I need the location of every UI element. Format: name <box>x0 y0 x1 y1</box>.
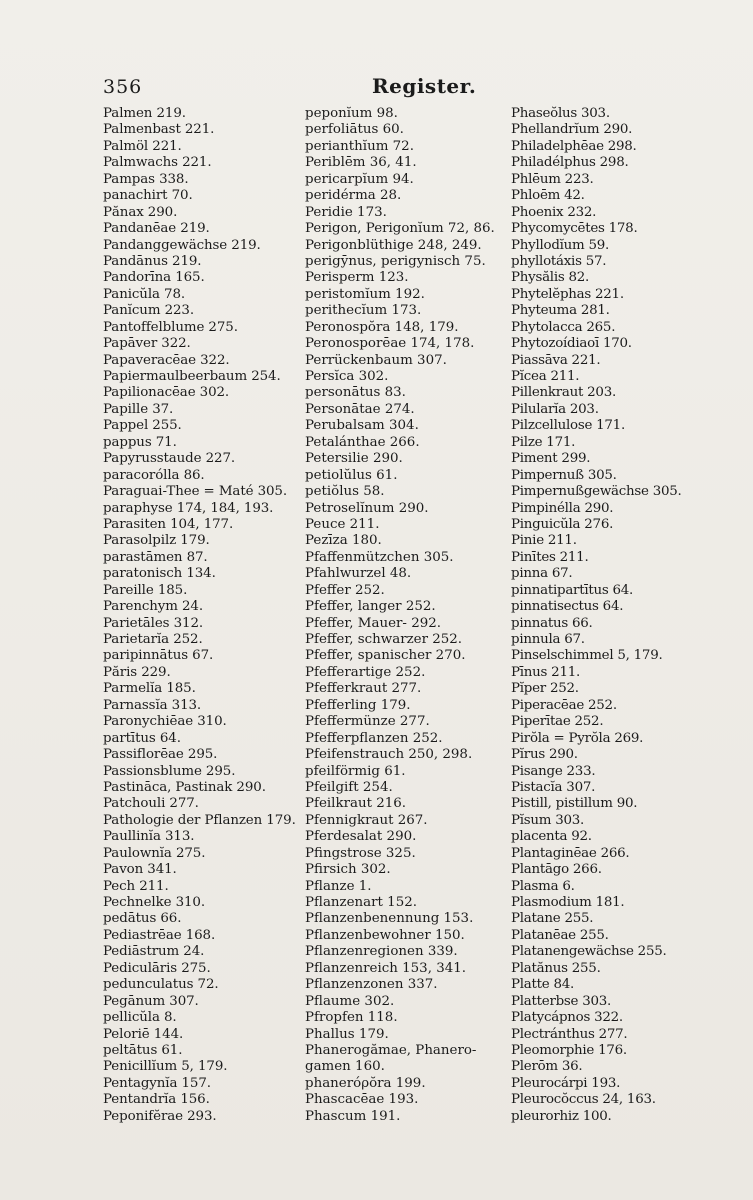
index-entry: Perubalsam 304. <box>305 418 419 434</box>
index-entry: Parenchym 24. <box>103 599 203 615</box>
index-entry: Piassāva 221. <box>511 352 601 368</box>
index-entry: Pinselschimmel 5, 179. <box>511 648 663 664</box>
index-entry: paripinnātus 67. <box>103 648 214 664</box>
index-entry: Paullinĭa 313. <box>103 829 195 845</box>
index-entry: Papilionacēae 302. <box>103 385 230 401</box>
index-entry: Patchouli 277. <box>103 796 199 812</box>
index-entry: Pīnus 211. <box>511 664 580 680</box>
index-entry: Pflanzenreich 153, 341. <box>305 960 467 976</box>
index-entry: Penicillĭum 5, 179. <box>103 1059 228 1075</box>
index-entry: Platterbse 303. <box>511 993 612 1009</box>
index-entry: Plasmodium 181. <box>511 895 625 910</box>
index-entry: Peridie 173. <box>305 204 387 220</box>
index-entry: perianthĭum 72. <box>305 138 414 154</box>
index-entry: Paraguai-Thee = Maté 305. <box>103 484 287 500</box>
index-entry: Phallus 179. <box>305 1026 389 1042</box>
index-entry: Perisperm 123. <box>305 270 409 286</box>
index-entry: Pfefferartige 252. <box>305 664 426 680</box>
page-number: 356 <box>103 76 143 98</box>
index-entry: Phyteuma 281. <box>511 303 610 319</box>
index-entry: Pisange 233. <box>511 763 596 779</box>
index-entry: Phyllodĭum 59. <box>511 237 610 253</box>
index-entry: paratonisch 134. <box>103 566 216 582</box>
index-entry: Phlēum 223. <box>511 171 594 187</box>
index-entry: pinnatisectus 64. <box>511 599 624 615</box>
index-entry: Parietāles 312. <box>103 615 204 631</box>
index-entry: Pediāstrum 24. <box>103 944 205 960</box>
index-entry: Pflanzenbewohner 150. <box>305 927 465 943</box>
index-entry: Pfeffer, spanischer 270. <box>305 648 466 664</box>
index-entry: Pilze 171. <box>511 434 576 450</box>
index-entry: Phytolacca 265. <box>511 319 616 335</box>
index-column-1 <box>103 106 303 1125</box>
index-entry: pedātus 66. <box>103 911 182 927</box>
index-entry: panachirt 70. <box>103 188 193 204</box>
index-entry: Peloriē 144. <box>103 1026 184 1042</box>
index-entry: Philadelphēae 298. <box>511 138 637 154</box>
index-entry: Papaveracēae 322. <box>103 352 230 368</box>
index-entry: Palmenbast 221. <box>103 122 215 138</box>
index-entry: Parmelĭa 185. <box>103 681 196 697</box>
index-entry: Pfeilkraut 216. <box>305 796 407 812</box>
index-entry: Pflanzenart 152. <box>305 895 417 910</box>
index-entry: Pediastrēae 168. <box>103 927 216 943</box>
index-entry: Pĭper 252. <box>511 681 579 697</box>
index-entry: Pfropfen 118. <box>305 1010 398 1026</box>
index-entry: Pfirsich 302. <box>305 862 391 878</box>
index-entry: Păris 229. <box>103 664 171 680</box>
index-entry: Pechnelke 310. <box>103 895 205 910</box>
index-entry: Pimpernuß 305. <box>511 467 617 483</box>
index-entry: peponĭum 98. <box>305 106 398 121</box>
index-entry: Philadélphus 298. <box>511 155 629 171</box>
index-entry: pleurorhiz 100. <box>511 1108 612 1124</box>
index-entry: perfoliātus 60. <box>305 122 404 138</box>
page-title: Register. <box>372 74 477 98</box>
index-entry: pinna 67. <box>511 566 573 582</box>
index-entry: Pflanzenregionen 339. <box>305 944 458 960</box>
index-entry: Phaseŏlus 303. <box>511 106 610 121</box>
index-entry: Pimpinélla 290. <box>511 500 614 516</box>
index-entry: Pegānum 307. <box>103 993 199 1009</box>
index-entry: Pinie 211. <box>511 533 577 549</box>
index-entry: Pillenkraut 203. <box>511 385 616 401</box>
index-entry: Parasiten 104, 177. <box>103 516 234 532</box>
index-entry: Papāver 322. <box>103 336 191 352</box>
index-entry: Phanerogămae, Phanero- <box>305 1042 477 1058</box>
index-entry: Pfeffer 252. <box>305 582 385 598</box>
index-entry: Panĭcum 223. <box>103 303 194 319</box>
index-entry: paraphyse 174, 184, 193. <box>103 500 274 516</box>
index-entry: Pflaume 302. <box>305 993 395 1009</box>
index-entry: Pathologie der Pflanzen 179. <box>103 812 296 828</box>
index-entry: Pandānus 219. <box>103 253 202 269</box>
index-entry: petiŏlus 58. <box>305 484 385 500</box>
index-entry: Pflanzenzonen 337. <box>305 977 438 993</box>
index-entry: Palmen 219. <box>103 106 186 121</box>
index-entry: Perigon, Perigonĭum 72, 86. <box>305 221 495 237</box>
index-entry: Periblēm 36, 41. <box>305 155 417 171</box>
index-entry: Platanengewächse 255. <box>511 944 667 960</box>
index-entry: Petroselĭnum 290. <box>305 500 429 516</box>
index-entry: paracorólla 86. <box>103 467 205 483</box>
index-entry: Pĭrus 290. <box>511 747 578 763</box>
index-entry: Pech 211. <box>103 878 169 894</box>
index-entry: Plantaginēae 266. <box>511 845 630 861</box>
index-entry: peltātus 61. <box>103 1042 183 1058</box>
index-entry: Pistill, pistillum 90. <box>511 796 638 812</box>
index-entry: Peronosporēae 174, 178. <box>305 336 475 352</box>
index-entry: Pfingstrose 325. <box>305 845 416 861</box>
index-entry: Pareille 185. <box>103 582 188 598</box>
index-entry: Pleurocárpi 193. <box>511 1075 621 1091</box>
index-entry: Phellandrĭum 290. <box>511 122 633 138</box>
index-entry: Pediculāris 275. <box>103 960 211 976</box>
index-entry: Perigonblüthige 248, 249. <box>305 237 482 253</box>
index-entry: Paulownĭa 275. <box>103 845 206 861</box>
index-entry: Passiflorēae 295. <box>103 747 218 763</box>
index-entry: pfeilförmig 61. <box>305 763 406 779</box>
index-entry: Pastināca, Pastinak 290. <box>103 779 266 795</box>
index-entry: pinnatipartītus 64. <box>511 582 634 598</box>
index-entry: Peuce 211. <box>305 516 380 532</box>
index-entry: Pflanze 1. <box>305 878 372 894</box>
index-entry: Pfeilgift 254. <box>305 779 393 795</box>
index-entry: Pfeifenstrauch 250, 298. <box>305 747 473 763</box>
index-entry: Pampas 338. <box>103 171 189 187</box>
index-entry: Pfeffer, Mauer- 292. <box>305 615 442 631</box>
index-entry: Petalánthae 266. <box>305 434 420 450</box>
index-entry: Platane 255. <box>511 911 594 927</box>
index-entry: Pirŏla = Pyrŏla 269. <box>511 730 644 746</box>
index-entry: Pfeffer, langer 252. <box>305 599 436 615</box>
index-entry: Parietarĭa 252. <box>103 632 203 647</box>
index-entry: Parnassĭa 313. <box>103 697 202 713</box>
index-entry: Peronospŏra 148, 179. <box>305 319 459 335</box>
index-entry: Pilzcellulose 171. <box>511 418 625 434</box>
index-entry: gamen 160. <box>305 1059 385 1075</box>
index-entry: Pavon 341. <box>103 862 177 878</box>
index-entry: Panicŭla 78. <box>103 286 186 302</box>
index-entry: Physălis 82. <box>511 270 590 286</box>
index-entry: Plasma 6. <box>511 878 575 894</box>
index-entry: Persĭca 302. <box>305 369 389 384</box>
index-entry: Pferdesalat 290. <box>305 829 417 845</box>
index-entry: Passionsblume 295. <box>103 763 236 779</box>
index-entry: Piperacēae 252. <box>511 697 617 713</box>
index-entry: Pandorīna 165. <box>103 270 205 286</box>
index-entry: petiolŭlus 61. <box>305 467 398 483</box>
index-entry: pinnula 67. <box>511 632 585 647</box>
index-entry: Phytozoídiaoī 170. <box>511 336 632 352</box>
index-entry: Pandanēae 219. <box>103 221 210 237</box>
index-entry: Pilularĭa 203. <box>511 401 599 417</box>
index-entry: pellicŭla 8. <box>103 1010 177 1026</box>
index-entry: partītus 64. <box>103 730 181 746</box>
index-entry: Perrückenbaum 307. <box>305 352 447 368</box>
index-entry: Pfaffenmützchen 305. <box>305 549 454 565</box>
index-entry: Pfahlwurzel 48. <box>305 566 412 582</box>
index-entry: Papille 37. <box>103 401 174 417</box>
index-entry: Platycápnos 322. <box>511 1010 623 1026</box>
index-entry: Plectránthus 277. <box>511 1026 628 1042</box>
index-entry: Palmwachs 221. <box>103 155 212 171</box>
index-entry: Pfeffermünze 277. <box>305 714 430 730</box>
index-entry: Platanēae 255. <box>511 927 609 943</box>
index-entry: pinnatus 66. <box>511 615 593 631</box>
index-entry: Pfefferpflanzen 252. <box>305 730 443 746</box>
index-entry: Pezīza 180. <box>305 533 382 549</box>
index-entry: Pfeffer, schwarzer 252. <box>305 632 463 647</box>
index-entry: pedunculatus 72. <box>103 977 219 993</box>
index-entry: Piment 299. <box>511 451 591 467</box>
index-entry: Parasolpilz 179. <box>103 533 210 549</box>
index-entry: Platte 84. <box>511 977 575 993</box>
index-entry: placenta 92. <box>511 829 592 845</box>
index-entry: peristomĭum 192. <box>305 286 425 302</box>
index-entry: Plerōm 36. <box>511 1059 583 1075</box>
index-entry: Piperītae 252. <box>511 714 604 730</box>
index-entry: Phoenix 232. <box>511 204 597 220</box>
index-entry: Phascum 191. <box>305 1108 401 1124</box>
index-column-3 <box>511 106 749 1125</box>
index-entry: perithecĭum 173. <box>305 303 422 319</box>
index-entry: Pfefferkraut 277. <box>305 681 422 697</box>
index-column-2 <box>305 106 508 1125</box>
index-entry: Personātae 274. <box>305 401 415 417</box>
index-entry: Pimpernußgewächse 305. <box>511 484 682 500</box>
index-entry: Pfennigkraut 267. <box>305 812 428 828</box>
index-entry: Pĭcea 211. <box>511 369 580 384</box>
index-entry: parastāmen 87. <box>103 549 208 565</box>
index-entry: Phascacēae 193. <box>305 1092 419 1108</box>
index-entry: Pentagynĭa 157. <box>103 1075 211 1091</box>
index-entry: Pandanggewächse 219. <box>103 237 261 253</box>
index-entry: Paronychiēae 310. <box>103 714 227 730</box>
index-entry: phyllotáxis 57. <box>511 253 607 269</box>
index-entry: perigȳnus, perigynisch 75. <box>305 253 486 269</box>
index-entry: Pleomorphie 176. <box>511 1042 627 1058</box>
index-entry: phaneróρŏra 199. <box>305 1075 426 1091</box>
index-entry: Pentandrĭa 156. <box>103 1092 210 1108</box>
index-entry: Plantāgo 266. <box>511 862 602 878</box>
index-entry: personātus 83. <box>305 385 406 401</box>
index-entry: Papyrusstaude 227. <box>103 451 236 467</box>
index-entry: pericarpĭum 94. <box>305 171 414 187</box>
index-entry: Peponifĕrae 293. <box>103 1108 217 1124</box>
index-entry: peridérma 28. <box>305 188 402 204</box>
index-entry: Petersilie 290. <box>305 451 403 467</box>
index-entry: Pantoffelblume 275. <box>103 319 238 335</box>
index-entry: Pleurocŏccus 24, 163. <box>511 1092 656 1108</box>
index-entry: Platănus 255. <box>511 960 601 976</box>
index-entry: Pistacĭa 307. <box>511 779 596 795</box>
index-entry: Pĭsum 303. <box>511 812 585 828</box>
index-entry: Pappel 255. <box>103 418 182 434</box>
index-entry: Palmöl 221. <box>103 138 182 154</box>
index-entry: Phycomycētes 178. <box>511 221 638 237</box>
index-entry: Phytelĕphas 221. <box>511 286 624 302</box>
index-entry: Pflanzenbenennung 153. <box>305 911 474 927</box>
index-entry: Pinītes 211. <box>511 549 589 565</box>
index-entry: Pfefferling 179. <box>305 697 411 713</box>
index-entry: pappus 71. <box>103 434 177 450</box>
index-entry: Papiermaulbeerbaum 254. <box>103 369 281 384</box>
index-entry: Phloēm 42. <box>511 188 585 204</box>
index-entry: Pănax 290. <box>103 204 178 220</box>
index-entry: Pinguicŭla 276. <box>511 516 614 532</box>
